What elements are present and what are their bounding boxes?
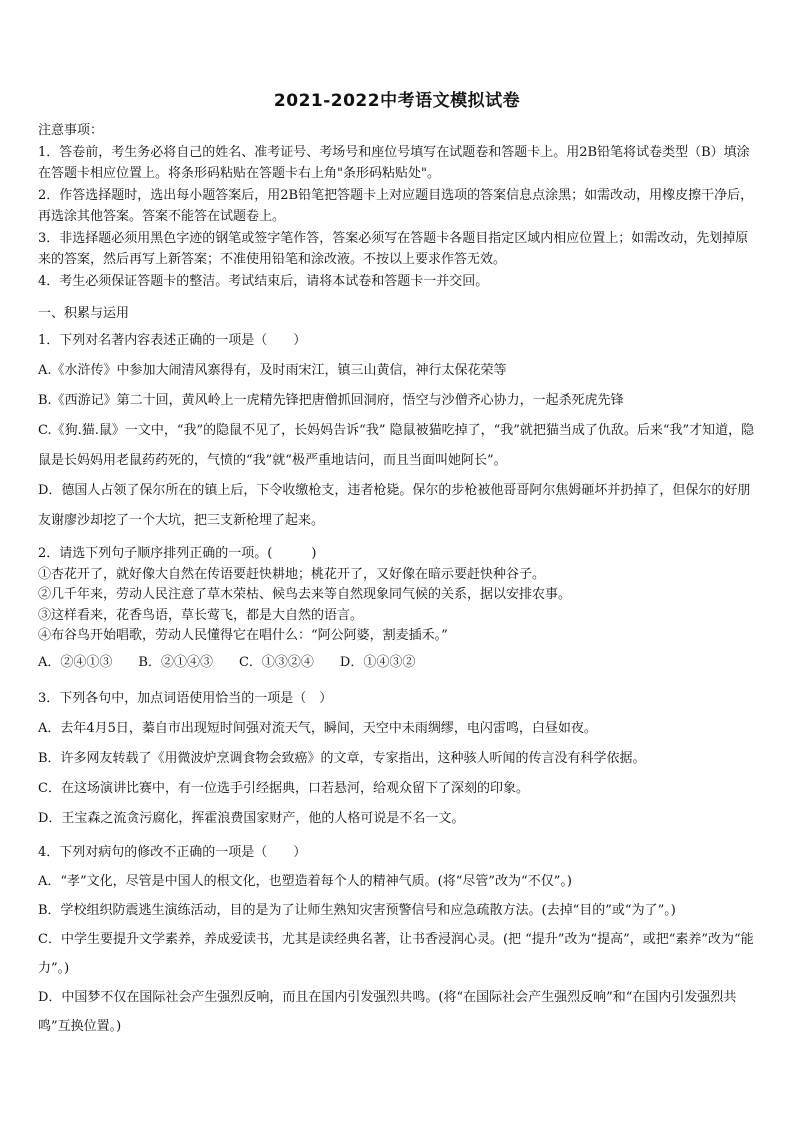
question-stem: 2．请选下列句子顺序排列正确的一项。( ) <box>38 546 317 561</box>
option-c: C．在这场演讲比赛中，有一位选手引经据典，口若悬河，给观众留下了深刻的印象。 <box>38 781 529 796</box>
sentence-1: ①杏花开了，就好像大自然在传语要赶快耕地；桃花开了，又好像在暗示要赶快种谷子。 <box>38 566 546 582</box>
option-b: B．学校组织防震逃生演练活动，目的是为了让师生熟知灾害预警信号和应急疏散方法。(去掉“目的”或“为了”。) <box>38 903 676 918</box>
question-1 <box>38 326 760 536</box>
notice-heading: 注意事项： <box>38 123 104 138</box>
question-3 <box>38 684 760 834</box>
sentence-3: ③这样看来，花香鸟语，草长莺飞，都是大自然的语言。 <box>38 607 364 623</box>
option-a: A．去年4月5日，蓁自市出现短时间强对流天气，瞬间，天空中未雨绸缪，电闪雷鸣，白昼如夜。 <box>38 721 597 736</box>
question-stem: 4．下列对病句的修改不正确的一项是（ ） <box>38 845 307 860</box>
option-d: D．中国梦不仅在国际社会产生强烈反响，而且在国内引发强烈共鸣。(将“在国际社会产生强烈反响”和“在国内引发强烈共鸣”互换位置。) <box>38 990 737 1034</box>
option-c: C．中学生要提升文学素养，养成爱读书，尤其是读经典名著，让书香浸润心灵。(把 “提升”改为“提高”，或把“素养”改为“能力”。) <box>38 932 754 976</box>
notice-item: 2．作答选择题时，选出每小题答案后，用2B铅笔把答题卡上对应题目选项的答案信息点涂黑；如需改动，用橡皮擦干净后，再选涂其他答案。答案不能答在试题卷上。 <box>38 187 754 224</box>
option-a: A.《水浒传》中参加大闹清风寨得有，及时雨宋江，镇三山黄信，神行太保花荣等 <box>38 363 507 378</box>
question-2 <box>38 544 760 673</box>
sentence-4: ④布谷鸟开始唱歌，劳动人民懂得它在唱什么：“阿公阿婆，割麦插禾。” <box>38 628 448 643</box>
sentence-2: ②几千年来，劳动人民注意了草木荣枯、候鸟去来等自然现象同气候的关系，据以安排农事。 <box>38 587 572 602</box>
question-stem: 1．下列对名著内容表述正确的一项是（ ） <box>38 333 307 348</box>
question-stem: 3．下列各句中，加点词语使用恰当的一项是（ ） <box>38 691 333 706</box>
section-heading: 一、积累与运用 <box>38 306 130 321</box>
option-d: D．王宝森之流贪污腐化，挥霍浪费国家财产，他的人格可说是不名一文。 <box>38 811 465 826</box>
option-a: A．“孝”文化，尽管是中国人的根文化，也塑造着每个人的精神气质。(将“尽管”改为“不仅”。) <box>38 874 572 889</box>
option-a: A．②④①③ <box>38 654 113 670</box>
option-b: B.《西游记》第二十回，黄风岭上一虎精先锋把唐僧抓回洞府，悟空与沙僧齐心协力，一起杀死虎先锋 <box>38 393 624 408</box>
options-row <box>38 653 760 674</box>
notice-item: 4．考生必须保证答题卡的整洁。考试结束后，请将本试卷和答题卡一并交回。 <box>38 273 489 289</box>
question-4 <box>38 838 760 1041</box>
option-c: C．①③②④ <box>238 654 314 670</box>
option-d: D．①④③② <box>339 654 416 670</box>
option-b: B．许多网友转载了《用微波炉烹调食物会致癌》的文章，专家指出，这种骇人听闻的传言没有科学依据。 <box>38 751 646 766</box>
notice-item: 1．答卷前，考生务必将自己的姓名、准考证号、考场号和座位号填写在试题卷和答题卡上。用2B铅笔将试卷类型（B）填涂在答题卡相应位置上。将条形码粘贴在答题卡右上角"条形码粘贴处"。 <box>38 144 750 181</box>
notice-item: 3．非选择题必须用黑色字迹的钢笔或签字笔作答，答案必须写在答题卡各题目指定区域内相应位置上；如需改动，先划掉原来的答案，然后再写上新答案；不准使用铅笔和涂改液。不按以上要求作答无效。 <box>38 230 749 267</box>
page-title: 2021-2022中考语文模拟试卷 <box>273 91 521 111</box>
notice-section <box>38 120 760 292</box>
option-d: D．德国人占领了保尔所在的镇上后，下令收缴枪支，违者枪毙。保尔的步枪被他哥哥阿尔焦姆砸坏并扔掉了，但保尔的好朋友谢廖沙却挖了一个大坑，把三支新枪埋了起来。 <box>38 483 751 528</box>
option-b: B．②①④③ <box>138 654 213 670</box>
option-c: C.《狗.猫.鼠》一文中，“我”的隐鼠不见了，长妈妈告诉“我” 隐鼠被猫吃掉了，“我”就把猫当成了仇敌。后来“我”才知道，隐鼠是长妈妈用老鼠药药死的，气愤的“我”就“极严重地诘问，而且当面叫她阿长”。 <box>38 423 755 468</box>
